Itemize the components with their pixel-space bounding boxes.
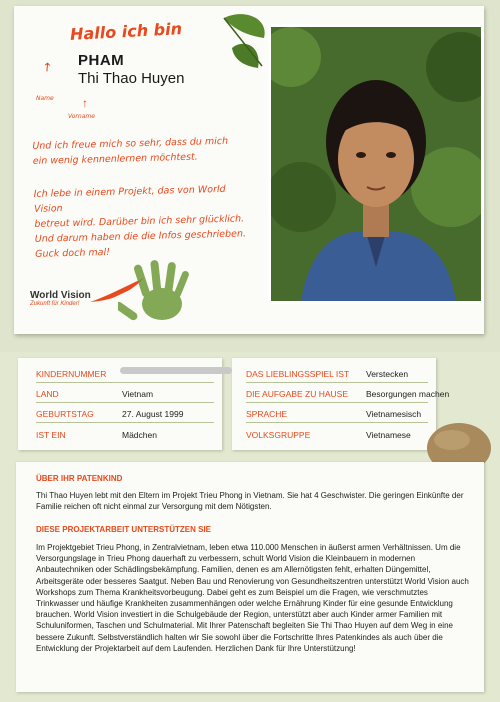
divider <box>36 402 214 403</box>
intro-line: Und ich freue mich so sehr, dass du mich <box>32 135 229 152</box>
profile-value: Vietnamesisch <box>366 409 422 419</box>
logo-tagline: Zukunft für Kinder! <box>30 301 80 307</box>
name-arrow-icon: ↗ <box>38 58 56 76</box>
profile-key: GEBURTSTAG <box>36 409 94 419</box>
divider <box>36 382 214 383</box>
vorname-label: Vorname <box>68 113 95 120</box>
profile-key: VOLKSGRUPPE <box>246 430 311 440</box>
section-text-project: Im Projektgebiet Trieu Phong, in Zentralvietnam, leben etwa 110.000 Menschen in äußerst armen Verhältnissen. Um die Versorgungslage in Trieu Phong dauerhaft zu verbessern, schult World Vision die Kleinbauern in modernen Anbautechniken oder Schädlingsbekämpfung. Familien, denen es am Allernötigsten fehlt, erhalten Düngemittel, Arbeitsgeräte oder besseres Saatgut. Neben Bau und Renovierung von Gesundheitszentren unterstützt World Vision auch Workshops zum Thema Krankheitsvorbeugung. Dabei geht es zum Beispiel um die Fragen, wie verschmutztes Trinkwasser und häufige Krankheiten zusammenhängen oder welche Ernährung Kinder für eine gesunde Entwicklung brauchen. World Vision investiert in die Schulgebäude der Region, unterstützt aber auch Kinder armer Familien mit Schuluniformen, Taschen und Schulmaterial. Mit Ihrer Patenschaft begleiten Sie Thi Thao Huyen auf dem Weg in eine bessere Zukunft. Selbstverständlich halten wir Sie sowohl über die Fortschritte Ihres Patenkindes als auch über die Entwicklung der Projektarbeit auf dem Laufenden. Herzlichen Dank für Ihre Unterstützung! <box>36 543 469 653</box>
handprint-icon <box>118 258 208 330</box>
profile-value: Mädchen <box>122 430 157 440</box>
intro-line: Guck doch mal! <box>35 246 111 260</box>
intro-line: Und darum haben die die Infos geschrieben. <box>34 228 247 245</box>
profile-key: DAS LIEBLINGSSPIEL IST <box>246 369 350 379</box>
divider <box>246 382 428 383</box>
vorname-arrow-icon: ↑ <box>82 96 88 110</box>
section-text-child: Thi Thao Huyen lebt mit den Eltern im Projekt Trieu Phong in Vietnam. Sie hat 4 Geschwister. Die geringen Einkünfte der Familie reichen oft nicht einmal zur Versorgung mit dem Nötigsten. <box>36 491 464 512</box>
child-photo <box>268 24 484 304</box>
intro-line: ein wenig kennenlernen möchtest. <box>32 151 198 167</box>
profile-value: Vietnamese <box>366 430 411 440</box>
profile-value: Vietnam <box>122 389 154 399</box>
profile-key: DIE AUFGABE ZU HAUSE <box>246 389 349 399</box>
profile-key: KINDERNUMMER <box>36 369 107 379</box>
greeting: Hallo ich bin <box>69 19 183 44</box>
profile-key: LAND <box>36 389 59 399</box>
divider <box>36 422 214 423</box>
leaf-decoration <box>214 8 274 78</box>
profile-key: SPRACHE <box>246 409 288 419</box>
world-vision-logo <box>30 290 91 307</box>
profile-key: IST EIN <box>36 430 66 440</box>
section-heading-child: ÜBER IHR PATENKIND <box>36 474 123 483</box>
divider <box>246 422 428 423</box>
profile-value: Besorgungen machen <box>366 389 450 399</box>
logo-name: World Vision <box>30 290 91 301</box>
name-label: Name <box>36 95 54 102</box>
redacted-child-number <box>120 367 232 374</box>
child-given-names: Thi Thao Huyen <box>78 70 185 87</box>
child-surname: PHAM <box>78 52 125 69</box>
divider <box>246 402 428 403</box>
section-heading-project: DIESE PROJEKTARBEIT UNTERSTÜTZEN SIE <box>36 525 211 534</box>
intro-line: Ich lebe in einem Projekt, das von World Vision <box>33 183 226 215</box>
profile-value: 27. August 1999 <box>122 409 184 419</box>
intro-line: betreut wird. Darüber bin ich sehr glücklich. <box>34 213 245 230</box>
profile-value: Verstecken <box>366 369 409 379</box>
